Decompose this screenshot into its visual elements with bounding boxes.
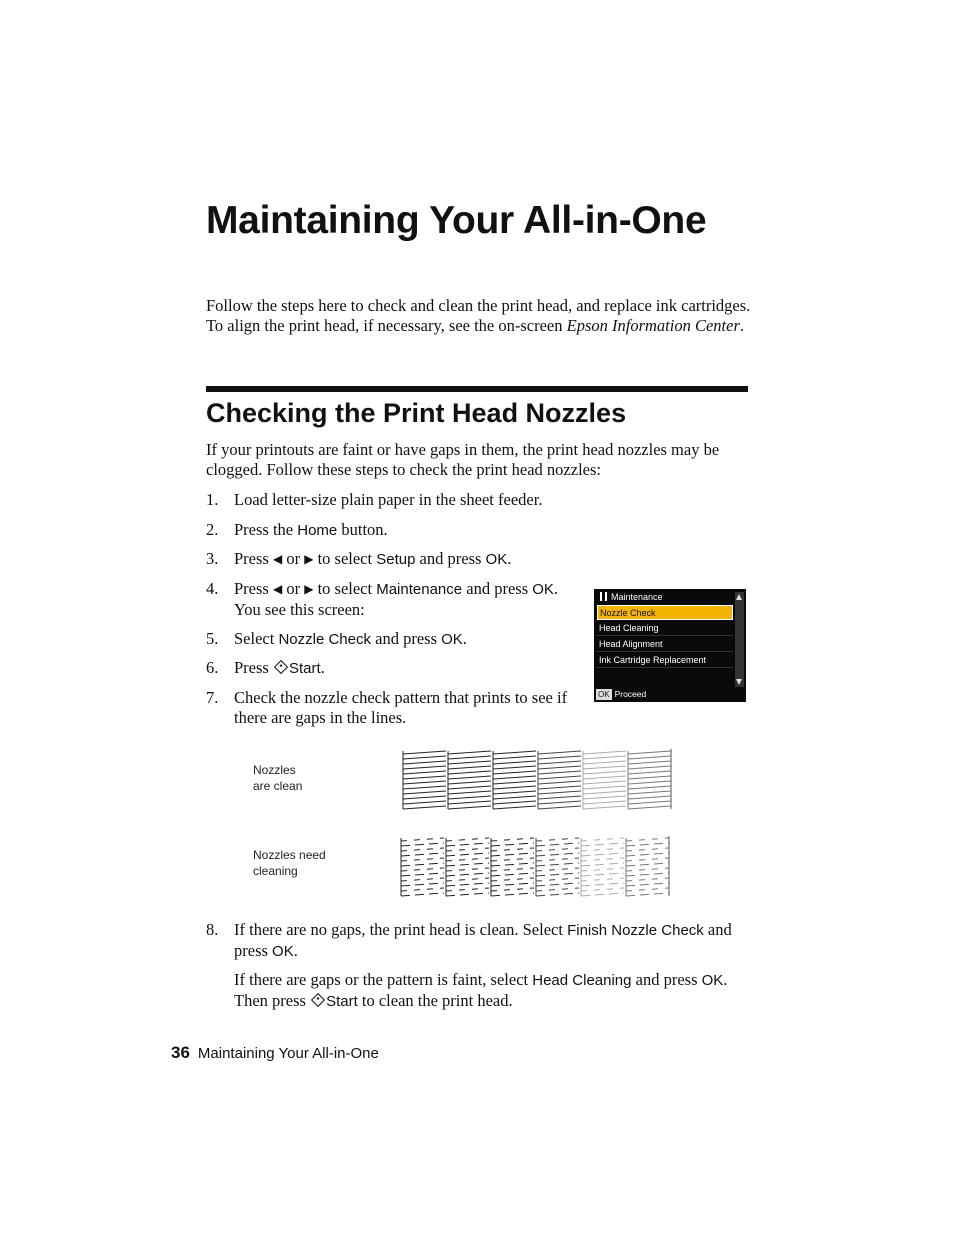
right-arrow-icon: ▶ (304, 552, 314, 566)
pattern-line (403, 766, 446, 769)
pattern-line (446, 888, 489, 891)
pattern-line (538, 771, 581, 774)
pattern-line (446, 838, 489, 841)
pattern-line (448, 761, 491, 764)
ok-label: OK (485, 551, 508, 568)
pattern-line (626, 868, 669, 871)
pattern-line (628, 806, 671, 809)
pattern-line (536, 873, 579, 876)
step-text: Load letter-size plain paper in the sheet feeder. (234, 490, 543, 509)
pattern-line (626, 843, 669, 846)
intro-end: . (739, 316, 745, 335)
pattern-line (626, 893, 669, 896)
pattern-line (626, 858, 669, 861)
pattern-line (583, 756, 626, 759)
pattern-line (583, 776, 626, 779)
pattern-line (581, 883, 624, 886)
pattern-line (446, 853, 489, 856)
pattern-line (491, 883, 534, 886)
pattern-line (536, 893, 579, 896)
pattern-line (538, 791, 581, 794)
pattern-line (538, 756, 581, 759)
pattern-line (538, 761, 581, 764)
intro-text: Follow the steps here to check and clean the print head, and replace ink cartridges. To align the print head, if necessary, see the on-screen (206, 296, 751, 335)
pattern-line (626, 863, 669, 866)
pattern-line (536, 883, 579, 886)
pattern-line (628, 801, 671, 804)
step-number: 5. (206, 629, 219, 648)
pattern-line (446, 863, 489, 866)
dirty-pattern-label: Nozzles need cleaning (253, 848, 326, 878)
pattern-line (448, 791, 491, 794)
pattern-line (491, 878, 534, 881)
pattern-line (401, 873, 444, 876)
pattern-line (538, 801, 581, 804)
pattern-line (628, 761, 671, 764)
pattern-line (536, 863, 579, 866)
pattern-line (626, 878, 669, 881)
pattern-line (403, 776, 446, 779)
pattern-line (581, 838, 624, 841)
pattern-line (403, 796, 446, 799)
epson-information-center-link[interactable]: Epson Information Center (566, 316, 740, 335)
pattern-line (448, 751, 491, 754)
lcd-item-nozzle-check[interactable]: Nozzle Check (597, 605, 733, 620)
intro-paragraph (206, 296, 751, 336)
pattern-line (583, 766, 626, 769)
pattern-line (403, 791, 446, 794)
pattern-line (626, 873, 669, 876)
maintenance-label: Maintenance (376, 581, 463, 598)
pattern-line (491, 868, 534, 871)
pattern-line (581, 858, 624, 861)
pattern-line (401, 843, 444, 846)
pattern-line (536, 853, 579, 856)
pattern-line (446, 858, 489, 861)
pattern-line (448, 806, 491, 809)
pattern-line (446, 893, 489, 896)
pattern-line (448, 776, 491, 779)
pattern-line (581, 853, 624, 856)
pattern-line (581, 848, 624, 851)
pattern-line (403, 801, 446, 804)
section-title: Checking the Print Head Nozzles (206, 398, 627, 428)
ok-label: OK (441, 631, 463, 648)
chapter-title: Maintaining Your All-in-One (206, 199, 707, 242)
pattern-line (491, 888, 534, 891)
pattern-line (493, 771, 536, 774)
pattern-line (581, 893, 624, 896)
lcd-screen (594, 589, 746, 702)
pattern-line (581, 863, 624, 866)
pattern-line (401, 888, 444, 891)
pattern-line (628, 786, 671, 789)
pattern-line (493, 801, 536, 804)
pattern-line (491, 858, 534, 861)
start-label: Start (326, 993, 358, 1010)
pattern-line (401, 848, 444, 851)
pattern-line (493, 756, 536, 759)
pattern-line (493, 806, 536, 809)
pattern-line (628, 791, 671, 794)
pattern-line (626, 888, 669, 891)
setup-label: Setup (376, 551, 416, 568)
step-text: If there are no gaps, the print head is clean. Select Finish Nozzle Check and press OK. (234, 920, 732, 960)
pattern-line (446, 843, 489, 846)
ok-label: OK (701, 972, 724, 989)
pattern-line (401, 878, 444, 881)
pattern-line (491, 853, 534, 856)
pattern-line (628, 776, 671, 779)
step-number: 7. (206, 688, 219, 707)
start-label: Start (288, 660, 321, 677)
pattern-line (448, 781, 491, 784)
section-intro: If your printouts are faint or have gaps in them, the print head nozzles may be clogged. Follow these steps to check the print head nozzles: (206, 440, 720, 479)
pattern-line (583, 751, 626, 754)
lcd-item-head-alignment[interactable]: Head Alignment (597, 637, 733, 652)
pattern-line (626, 883, 669, 886)
scroll-down-icon (736, 679, 742, 685)
pattern-line (491, 843, 534, 846)
pattern-line (493, 781, 536, 784)
pattern-line (401, 863, 444, 866)
pattern-line (626, 838, 669, 841)
pattern-line (401, 838, 444, 841)
step-text: Press ◀ or ▶ to select Maintenance and press OK. You see this screen: (234, 579, 559, 619)
pattern-line (536, 888, 579, 891)
pattern-line (446, 878, 489, 881)
finish-nozzle-check-label: Finish Nozzle Check (567, 922, 704, 939)
start-diamond-icon (311, 993, 325, 1007)
lcd-footer: OK Proceed (598, 689, 647, 699)
pattern-line (583, 801, 626, 804)
pattern-line (401, 883, 444, 886)
pattern-line (448, 766, 491, 769)
step-number: 3. (206, 549, 219, 568)
step-text: Press the Home button. (234, 520, 388, 539)
dirty-nozzle-pattern (398, 834, 678, 898)
pattern-line (581, 868, 624, 871)
pattern-line (581, 888, 624, 891)
step-number: 1. (206, 490, 219, 509)
pattern-line (538, 796, 581, 799)
pattern-line (581, 843, 624, 846)
section-rule (206, 386, 748, 392)
pattern-line (403, 761, 446, 764)
pattern-line (446, 883, 489, 886)
pattern-line (491, 863, 534, 866)
pattern-line (628, 766, 671, 769)
pattern-line (583, 781, 626, 784)
pattern-line (493, 796, 536, 799)
pattern-line (583, 791, 626, 794)
pattern-line (401, 893, 444, 896)
pattern-line (493, 776, 536, 779)
clean-nozzle-pattern (400, 747, 680, 811)
pattern-line (628, 796, 671, 799)
pattern-line (448, 786, 491, 789)
pattern-line (626, 853, 669, 856)
step-number: 6. (206, 658, 219, 677)
pattern-line (538, 781, 581, 784)
pattern-line (583, 771, 626, 774)
pattern-line (403, 781, 446, 784)
pattern-line (401, 858, 444, 861)
page-number: 36 (171, 1043, 190, 1062)
pattern-line (403, 806, 446, 809)
left-arrow-icon: ◀ (272, 552, 283, 566)
lcd-item-head-cleaning[interactable]: Head Cleaning (597, 621, 733, 636)
ok-button-icon: OK (598, 690, 610, 699)
pattern-line (581, 878, 624, 881)
start-diamond-icon (274, 660, 288, 674)
pattern-line (491, 873, 534, 876)
wrench-icon (600, 592, 607, 601)
pattern-line (536, 868, 579, 871)
step-text: Check the nozzle check pattern that prints to see if there are gaps in the lines. (234, 688, 568, 727)
pattern-line (538, 786, 581, 789)
pattern-line (538, 766, 581, 769)
pattern-line (403, 771, 446, 774)
pattern-line (446, 873, 489, 876)
home-button-label: Home (297, 522, 338, 539)
pattern-line (491, 848, 534, 851)
pattern-line (448, 771, 491, 774)
pattern-line (448, 796, 491, 799)
pattern-line (493, 766, 536, 769)
pattern-line (628, 756, 671, 759)
pattern-line (628, 771, 671, 774)
footer-title: Maintaining Your All-in-One (197, 1045, 379, 1062)
pattern-line (493, 761, 536, 764)
step-number: 8. (206, 920, 219, 939)
pattern-line (583, 796, 626, 799)
pattern-line (448, 756, 491, 759)
pattern-line (403, 756, 446, 759)
lcd-item-ink-cartridge-replacement[interactable]: Ink Cartridge Replacement (597, 653, 733, 668)
step-8-followup: If there are gaps or the pattern is faint, select Head Cleaning and press OK. Then press Start to clean the print head. (234, 970, 728, 1010)
step-text: Press ◀ or ▶ to select Setup and press OK. (234, 549, 512, 568)
head-cleaning-label: Head Cleaning (532, 972, 632, 989)
step-number: 2. (206, 520, 219, 539)
left-arrow-icon: ◀ (272, 582, 283, 596)
pattern-line (626, 848, 669, 851)
pattern-line (401, 853, 444, 856)
pattern-line (538, 751, 581, 754)
pattern-line (628, 781, 671, 784)
lcd-header: Maintenance (600, 590, 663, 604)
pattern-line (446, 848, 489, 851)
pattern-line (583, 786, 626, 789)
pattern-line (493, 786, 536, 789)
pattern-line (403, 786, 446, 789)
pattern-line (536, 858, 579, 861)
step-text: Press Start. (234, 658, 325, 677)
page-footer (171, 1043, 379, 1063)
pattern-line (583, 806, 626, 809)
pattern-line (538, 806, 581, 809)
pattern-line (401, 868, 444, 871)
lcd-scrollbar[interactable] (735, 592, 744, 687)
pattern-line (493, 751, 536, 754)
step-number: 4. (206, 579, 219, 598)
ok-label: OK (532, 581, 554, 598)
nozzle-check-label: Nozzle Check (278, 631, 371, 648)
pattern-line (493, 791, 536, 794)
pattern-line (536, 878, 579, 881)
pattern-line (536, 838, 579, 841)
pattern-line (446, 868, 489, 871)
pattern-line (536, 848, 579, 851)
pattern-line (491, 838, 534, 841)
pattern-line (491, 893, 534, 896)
pattern-line (403, 751, 446, 754)
pattern-line (628, 751, 671, 754)
scroll-up-icon (736, 594, 742, 600)
right-arrow-icon: ▶ (304, 582, 314, 596)
pattern-line (538, 776, 581, 779)
pattern-line (536, 843, 579, 846)
pattern-line (581, 873, 624, 876)
step-text: Select Nozzle Check and press OK. (234, 629, 467, 648)
ok-label: OK (272, 943, 294, 960)
pattern-line (448, 801, 491, 804)
clean-pattern-label: Nozzles are clean (253, 763, 303, 793)
pattern-line (583, 761, 626, 764)
